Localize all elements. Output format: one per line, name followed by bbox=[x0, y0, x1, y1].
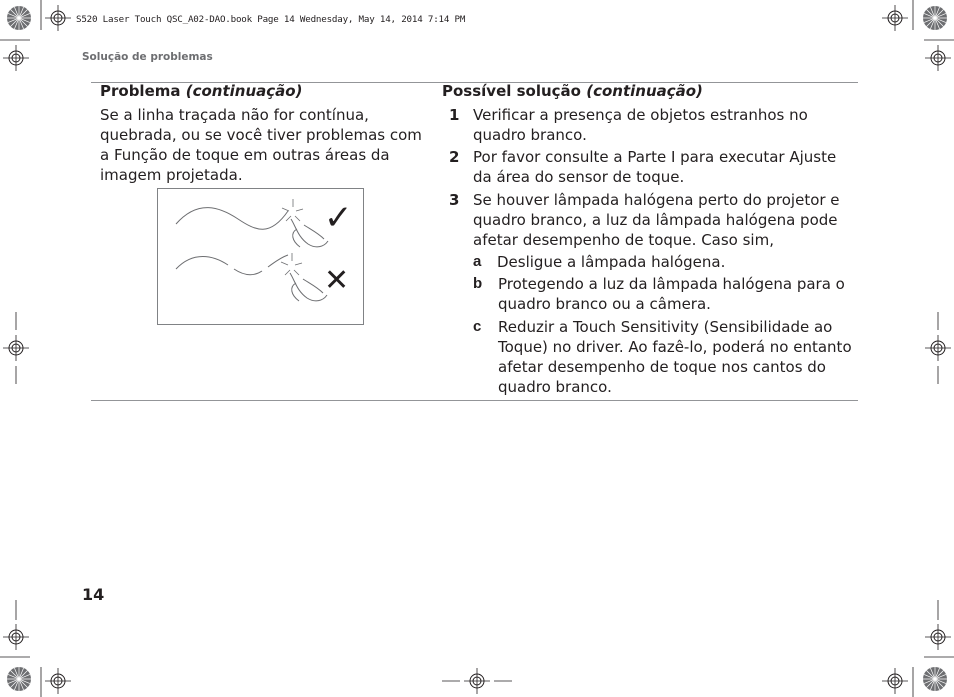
page-number: 14 bbox=[82, 585, 105, 604]
step-number: 1 bbox=[449, 106, 460, 124]
problem-column-header bbox=[100, 82, 302, 100]
line-drawing-figure bbox=[158, 189, 363, 324]
step-2 bbox=[449, 147, 849, 187]
step-text: Por favor consulte a Parte I para executar Ajuste da área do sensor de toque. bbox=[473, 148, 837, 186]
substep-letter: b bbox=[473, 275, 483, 292]
step-number: 3 bbox=[449, 191, 460, 209]
step-number: 2 bbox=[449, 148, 460, 166]
substep-text: Desligue a lâmpada halógena. bbox=[497, 253, 726, 271]
substep-a bbox=[473, 252, 857, 272]
step-text: Se houver lâmpada halógena perto do projetor e quadro branco, a luz da lâmpada halógena pode afetar desempenho de toque. Caso sim, bbox=[473, 191, 840, 249]
table-bottom-rule bbox=[91, 400, 858, 401]
solution-header-label: Possível solução bbox=[442, 82, 581, 100]
substep-c bbox=[473, 317, 857, 397]
continuous-line bbox=[176, 208, 288, 230]
problem-header-label: Problema bbox=[100, 82, 181, 100]
problem-header-continuation: (continuação) bbox=[185, 82, 303, 100]
touch-sparkle-top bbox=[282, 199, 303, 221]
star-target-bottom-right bbox=[923, 667, 947, 691]
cross-icon: ✕ bbox=[324, 263, 350, 298]
substep-letter: a bbox=[473, 253, 482, 270]
hand-bottom bbox=[290, 273, 327, 301]
problem-description: Se a linha traçada não for contínua, quebrada, ou se você tiver problemas com a Função de toque em outras áreas da imagem projetada. bbox=[100, 106, 422, 184]
star-target-top-left bbox=[7, 6, 31, 30]
star-target-top-right bbox=[923, 6, 947, 30]
solution-header-continuation: (continuação) bbox=[586, 82, 703, 100]
broken-line bbox=[268, 255, 288, 267]
touch-line-illustration bbox=[157, 188, 364, 325]
star-target-bottom-left bbox=[7, 667, 31, 691]
hand-top bbox=[291, 219, 328, 247]
step-3 bbox=[449, 190, 853, 250]
substep-letter: c bbox=[473, 318, 482, 335]
book-slug-line: S520 Laser Touch QSC_A02-DAO.book Page 14 Wednesday, May 14, 2014 7:14 PM bbox=[76, 14, 466, 25]
running-head: Solução de problemas bbox=[82, 51, 213, 63]
substep-text: Protegendo a luz da lâmpada halógena para o quadro branco ou a câmera. bbox=[498, 275, 845, 313]
solution-column-header bbox=[442, 82, 703, 100]
step-text: Verificar a presença de objetos estranhos no quadro branco. bbox=[473, 106, 808, 144]
substep-text: Reduzir a Touch Sensitivity (Sensibilidade ao Toque) no driver. Ao fazê-lo, poderá no entanto afetar desempenho de toque nos cantos do quadro branco. bbox=[498, 318, 852, 396]
checkmark-icon: ✓ bbox=[324, 198, 353, 238]
step-1 bbox=[449, 105, 849, 145]
substep-b bbox=[473, 274, 857, 314]
